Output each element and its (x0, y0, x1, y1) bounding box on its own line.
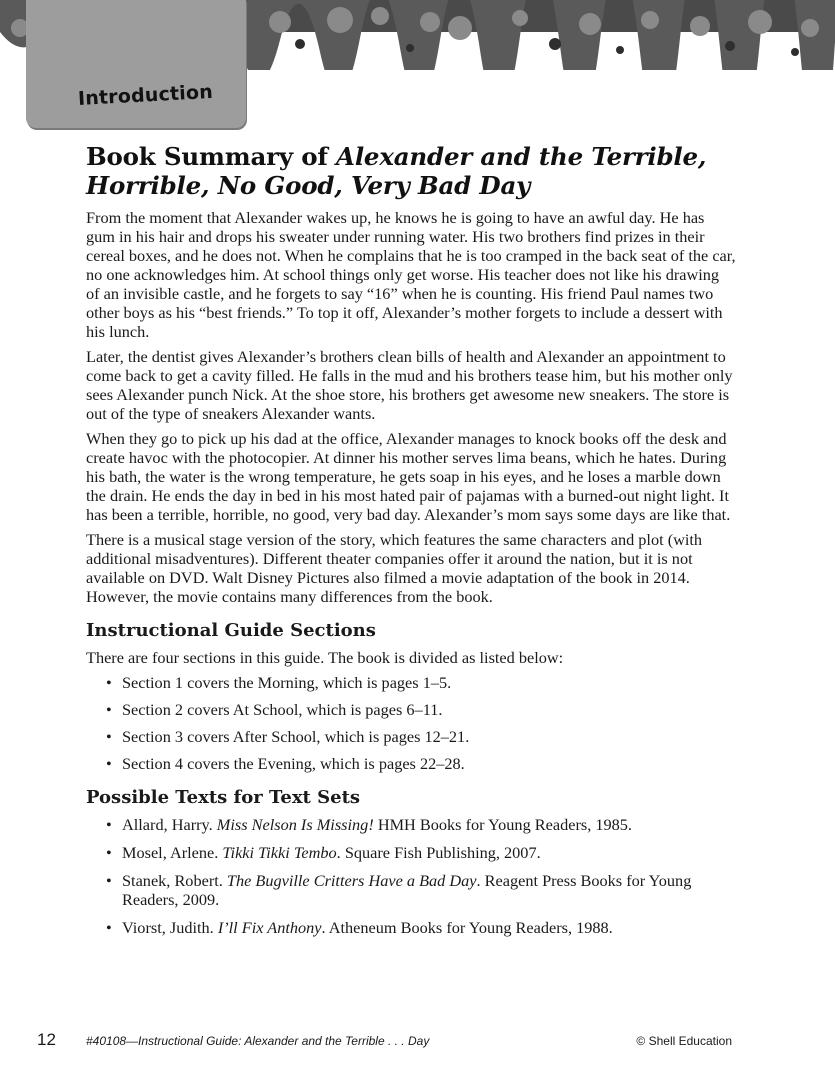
sections-list (86, 673, 736, 773)
bullet-icon: • (106, 843, 112, 862)
bullet-icon: • (106, 754, 112, 773)
bullet-icon: • (106, 815, 112, 834)
footer-publisher: © Shell Education (636, 1034, 732, 1048)
main-content (86, 142, 736, 946)
bullet-icon: • (106, 727, 112, 746)
title-book-name: Alexander and the Terrible, Horrible, No Good, Very Bad Day (86, 142, 707, 200)
summary-paragraph-2: Later, the dentist gives Alexander’s brothers clean bills of health and Alexander an appointment to come back to get a cavity filled. He falls in the mud and his brothers tease him, but his mother only sees Alexander punch Nick. At the shoe store, his brothers get awesome new sneakers. The store is out of the type of sneakers Alexander wants. (86, 347, 733, 423)
list-item: • Viorst, Judith. I’ll Fix Anthony. Atheneum Books for Young Readers, 1988. (106, 918, 613, 937)
list-item: • Allard, Harry. Miss Nelson Is Missing! HMH Books for Young Readers, 1985. (106, 815, 632, 834)
page-footer (0, 1030, 835, 1054)
list-item: • Section 4 covers the Evening, which is pages 22–28. (106, 754, 465, 773)
list-item: • Section 2 covers At School, which is pages 6–11. (106, 700, 443, 719)
texts-list (86, 815, 736, 937)
section-tab-label: Introduction (77, 80, 214, 110)
footer-product-title: #40108—Instructional Guide: Alexander and the Terrible . . . Day (86, 1034, 430, 1048)
summary-paragraph-1: From the moment that Alexander wakes up, he knows he is going to have an awful day. He has gum in his hair and drops his sweater under running water. His two brothers find prizes in their cereal boxes, and he does not. When he complains that he is too cramped in the back seat of the car, no one acknowledges him. At school things only get worse. His teacher does not like his drawing of an invisible castle, and he forgets to say “16” when he is counting. His friend Paul names two other boys as his “best friends.” To top it off, Alexander’s mother forgets to include a dessert with his lunch. (86, 208, 736, 341)
sections-heading: Instructional Guide Sections (86, 620, 376, 641)
page-title (86, 142, 736, 200)
bullet-icon: • (106, 700, 112, 719)
list-item: • Section 3 covers After School, which is pages 12–21. (106, 727, 470, 746)
bullet-icon: • (106, 918, 112, 937)
texts-heading: Possible Texts for Text Sets (86, 787, 361, 808)
list-item: • Mosel, Arlene. Tikki Tikki Tembo. Square Fish Publishing, 2007. (106, 843, 541, 862)
bullet-icon: • (106, 673, 112, 692)
section-tab (26, 0, 246, 128)
page-number: 12 (37, 1030, 56, 1049)
list-item: • Stanek, Robert. The Bugville Critters Have a Bad Day. Reagent Press Books for Young Readers, 2009. (106, 871, 692, 909)
summary-paragraph-4: There is a musical stage version of the story, which features the same characters and plot (with additional misadventures). Different theater companies offer it around the nation, but it is not available on DVD. Walt Disney Pictures also filmed a movie adaptation of the book in 2014. However, the movie contains many differences from the book. (86, 530, 703, 606)
title-prefix: Book Summary of (86, 142, 337, 171)
sections-intro: There are four sections in this guide. The book is divided as listed below: (86, 648, 564, 667)
bullet-icon: • (106, 871, 112, 890)
summary-paragraph-3: When they go to pick up his dad at the office, Alexander manages to knock books off the desk and create havoc with the photocopier. At dinner his mother serves lima beans, which he hates. During his bath, the water is the wrong temperature, he gets soap in his eyes, and he loses a marble down the drain. He ends the day in bed in his most hated pair of pajamas with a burned-out night light. It has been a terrible, horrible, no good, very bad day. Alexander’s mom says some days are like that. (86, 429, 731, 524)
list-item: • Section 1 covers the Morning, which is pages 1–5. (106, 673, 452, 692)
